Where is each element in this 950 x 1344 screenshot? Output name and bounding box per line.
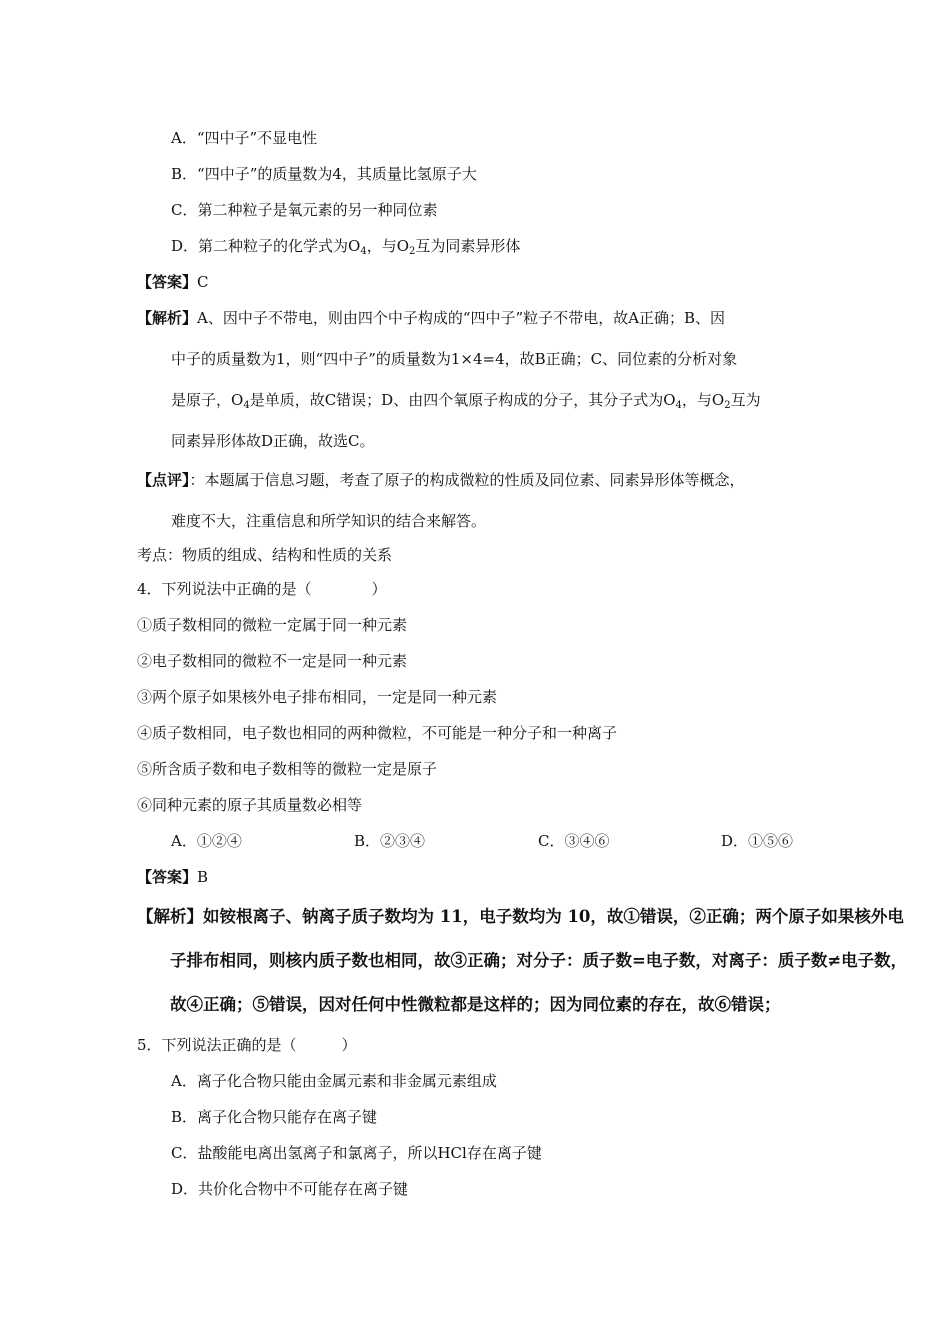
q3-analysis-line3: 是原子，$O_4$是单质，故C错误；D、由四个氧原子构成的分子，其分子式为$O_4$，与$O_2$互为: [171, 391, 761, 411]
q4-stem: 4．下列说法中正确的是（ ）: [137, 580, 387, 598]
q4-analysis-line2: 子排布相同，则核内质子数也相同，故③正确；对分子：质子数=电子数，对离子：质子数≠电子数，: [170, 951, 908, 970]
q4-choice-c: C．③④⑥: [538, 832, 610, 850]
q5-option-c: C．盐酸能电离出氢离子和氯离子，所以HCl存在离子键: [171, 1144, 542, 1162]
q4-item-3: ③两个原子如果核外电子排布相同，一定是同一种元素: [137, 688, 498, 706]
q3-comment-line2: 难度不大，注重信息和所学知识的结合来解答。: [171, 512, 487, 530]
q4-item-6: ⑥同种元素的原子其质量数必相等: [137, 796, 363, 814]
q3-answer: 【答案】C: [137, 273, 209, 291]
q4-item-5: ⑤所含质子数和电子数相等的微粒一定是原子: [137, 760, 438, 778]
q4-analysis-line1: 【解析】如铵根离子、钠离子质子数均为 11，电子数均为 10，故①错误，②正确；两个原子如果核外电: [137, 907, 904, 926]
q3-comment-line1: 【点评】：本题属于信息习题，考查了原子的构成微粒的性质及同位素、同素异形体等概念，: [137, 471, 745, 489]
q4-item-4: ④质子数相同，电子数也相同的两种微粒，不可能是一种分子和一种离子: [137, 724, 618, 742]
q5-option-a: A．离子化合物只能由金属元素和非金属元素组成: [171, 1072, 497, 1090]
q3-kaodian: 考点：物质的组成、结构和性质的关系: [137, 546, 393, 564]
q3-analysis-line4: 同素异形体故D正确，故选C。: [171, 432, 375, 450]
q4-choice-b: B．②③④: [354, 832, 426, 850]
q3-analysis-line1: 【解析】A、因中子不带电，则由四个中子构成的“四中子”粒子不带电，故A正确；B、因: [137, 309, 726, 327]
q4-analysis-line3: 故④正确；⑤错误，因对任何中性微粒都是这样的；因为同位素的存在，故⑥错误；: [170, 995, 781, 1014]
q4-item-2: ②电子数相同的微粒不一定是同一种元素: [137, 652, 408, 670]
q3-option-a: A．“四中子”不显电性: [171, 129, 318, 147]
q5-option-d: D．共价化合物中不可能存在离子键: [171, 1180, 409, 1198]
q4-choice-d: D．①⑤⑥: [721, 832, 794, 850]
q3-option-b: B．“四中子”的质量数为4，其质量比氢原子大: [171, 165, 477, 183]
q5-stem: 5．下列说法正确的是（ ）: [137, 1036, 357, 1054]
q3-option-c: C．第二种粒子是氧元素的另一种同位素: [171, 201, 438, 219]
q3-option-d: D．第二种粒子的化学式为$O_4$，与$O_2$互为同素异形体: [171, 237, 521, 257]
q4-item-1: ①质子数相同的微粒一定属于同一种元素: [137, 616, 408, 634]
q4-answer: 【答案】B: [137, 868, 209, 886]
q3-analysis-line2: 中子的质量数为1，则“四中子”的质量数为1×4=4，故B正确；C、同位素的分析对象: [171, 350, 738, 368]
q5-option-b: B．离子化合物只能存在离子键: [171, 1108, 378, 1126]
q4-choice-a: A．①②④: [171, 832, 242, 850]
